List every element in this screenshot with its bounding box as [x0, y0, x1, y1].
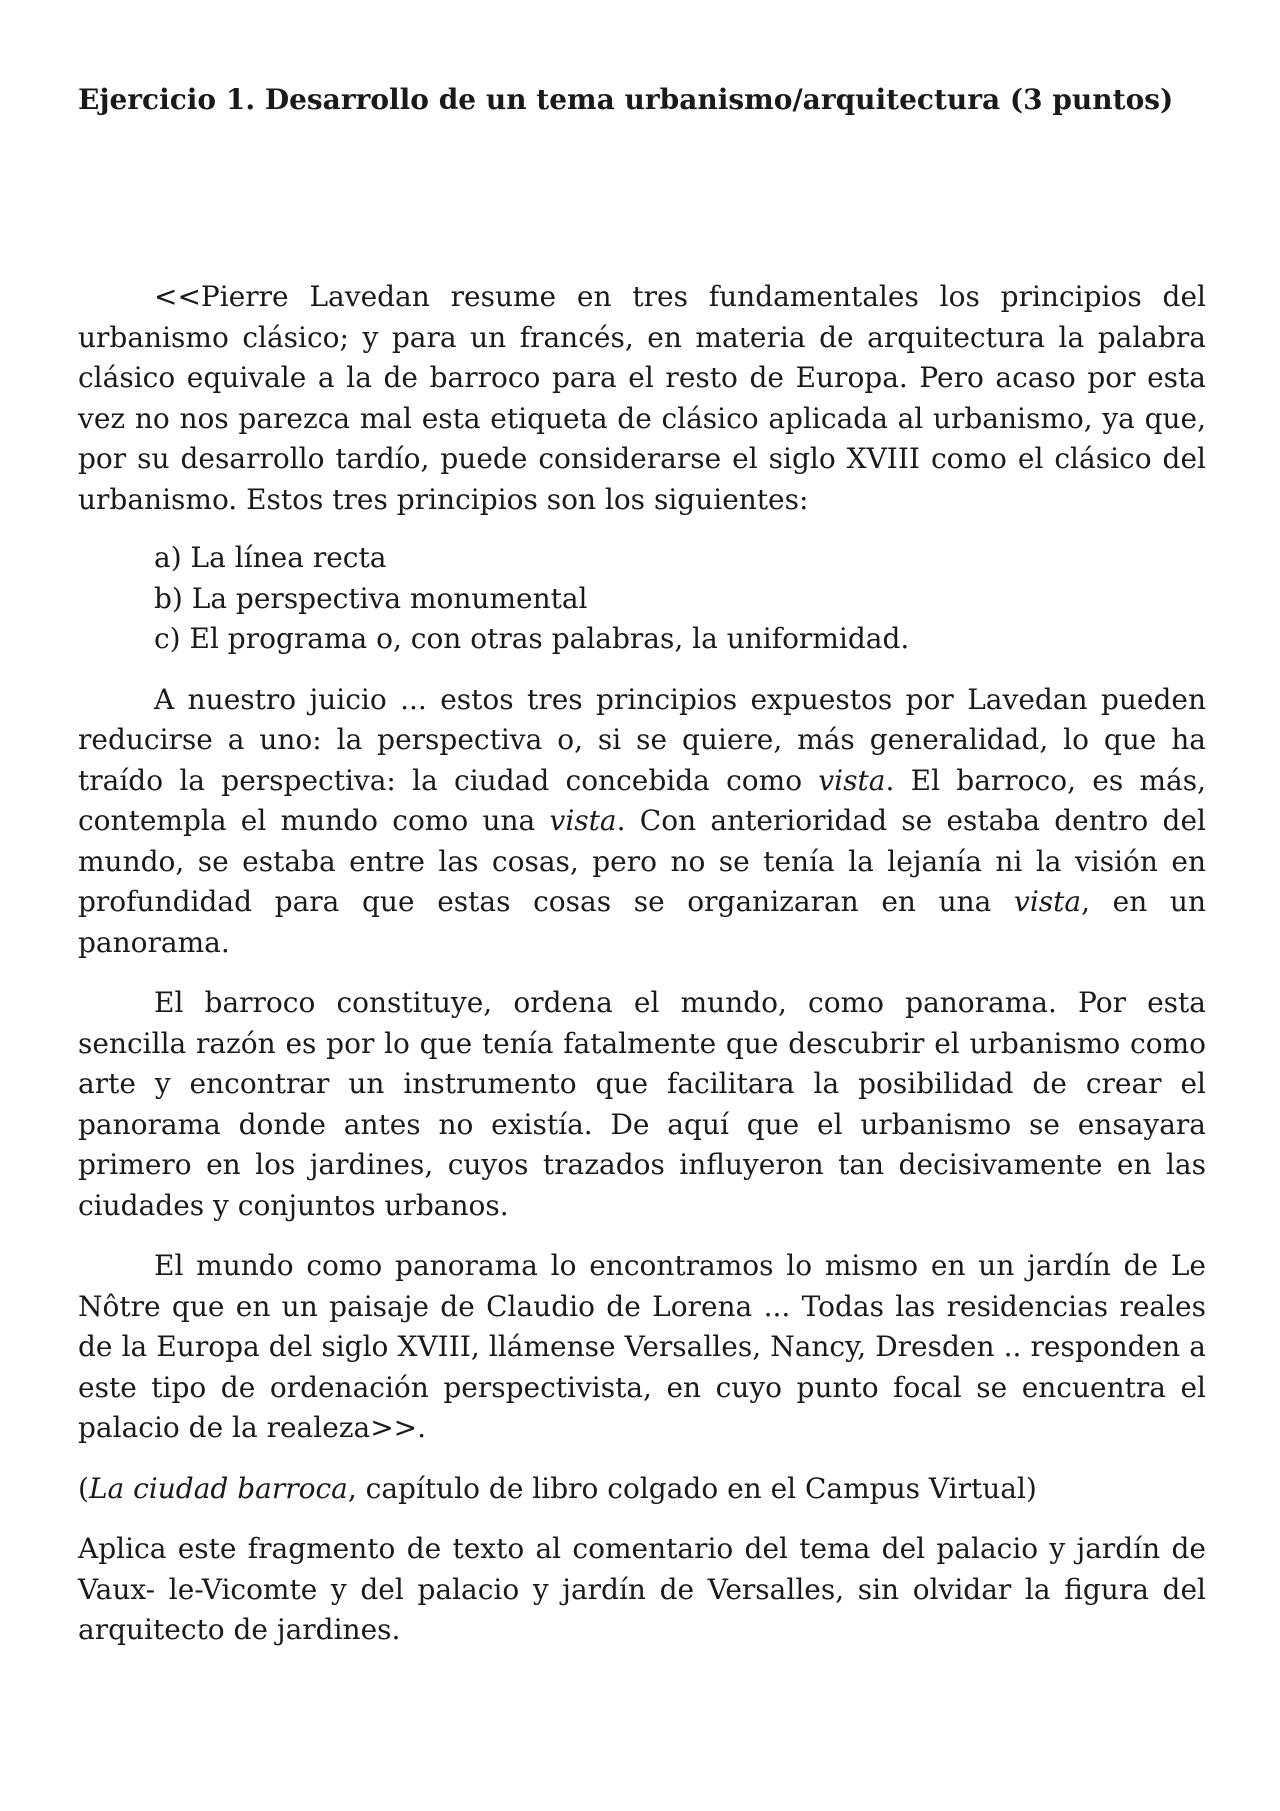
- emphasis-vista: vista: [818, 763, 886, 797]
- task-instruction: Aplica este fragmento de texto al comentario del tema del palacio y jardín de Vaux- le-Vicomte y del palacio y jardín de Versalles, sin olvidar la figura del arquitecto de jardines.: [78, 1532, 1206, 1646]
- list-item: c) El programa o, con otras palabras, la uniformidad.: [154, 622, 910, 655]
- document-page: [78, 80, 1206, 1651]
- book-title: La ciudad barroca: [88, 1471, 348, 1505]
- principles-list: [78, 538, 1206, 660]
- text-segment: A nuestro juicio ... estos tres principios expuestos por Lavedan pueden reducirse a uno: la perspectiva o, si se quiere, más generalidad, lo que ha traído la perspectiva: la ciudad concebida como: [78, 682, 1206, 797]
- source-citation: [78, 1469, 1206, 1510]
- text-segment: . Con anterioridad se estaba dentro del mundo, se estaba entre las cosas, pero no se tenía la lejanía ni la visión en profundidad para que estas cosas se organizaran en una: [78, 804, 1206, 918]
- text-segment: , en un panorama.: [78, 885, 1206, 959]
- emphasis-vista: vista: [549, 804, 617, 837]
- quote-paragraph-1: <<Pierre Lavedan resume en tres fundamentales los principios del urbanismo clásico; y para un francés, en materia de arquitectura la palabra clásico equivale a la de barroco para el resto de Europa. Pero acaso por esta vez no nos parezca mal esta etiqueta de clásico aplicada al urbanismo, ya que, por su desarrollo tardío, puede considerarse el siglo XVIII como el clásico del urbanismo. Estos tres principios son los siguientes:: [78, 280, 1206, 516]
- citation-open: (: [78, 1471, 89, 1505]
- emphasis-vista: vista: [1014, 885, 1082, 918]
- quote-paragraph-3: El barroco constituye, ordena el mundo, como panorama. Por esta sencilla razón es por lo que tenía fatalmente que descubrir el urbanismo como arte y encontrar un instrumento que facilitara la posibilidad de crear el panorama donde antes no existía. De aquí que el urbanismo se ensayara primero en los jardines, cuyos trazados influyeron tan decisivamente en las ciudades y conjuntos urbanos.: [78, 986, 1206, 1222]
- citation-rest: , capítulo de libro colgado en el Campus Virtual): [347, 1471, 1037, 1505]
- quote-paragraph-2: [78, 680, 1206, 964]
- quote-paragraph-4: El mundo como panorama lo encontramos lo mismo en un jardín de Le Nôtre que en un paisaje de Claudio de Lorena ... Todas las residencias reales de la Europa del siglo XVIII, llámense Versalles, Nancy, Dresden .. responden a este tipo de ordenación perspectivista, en cuyo punto focal se encuentra el palacio de la realeza>>.: [78, 1249, 1206, 1444]
- list-item: a) La línea recta: [154, 541, 387, 574]
- text-segment: . El barroco, es más, contempla el mundo como una: [78, 763, 1206, 837]
- exercise-title: Ejercicio 1. Desarrollo de un tema urbanismo/arquitectura (3 puntos): [78, 83, 1174, 116]
- list-item: b) La perspectiva monumental: [154, 581, 588, 615]
